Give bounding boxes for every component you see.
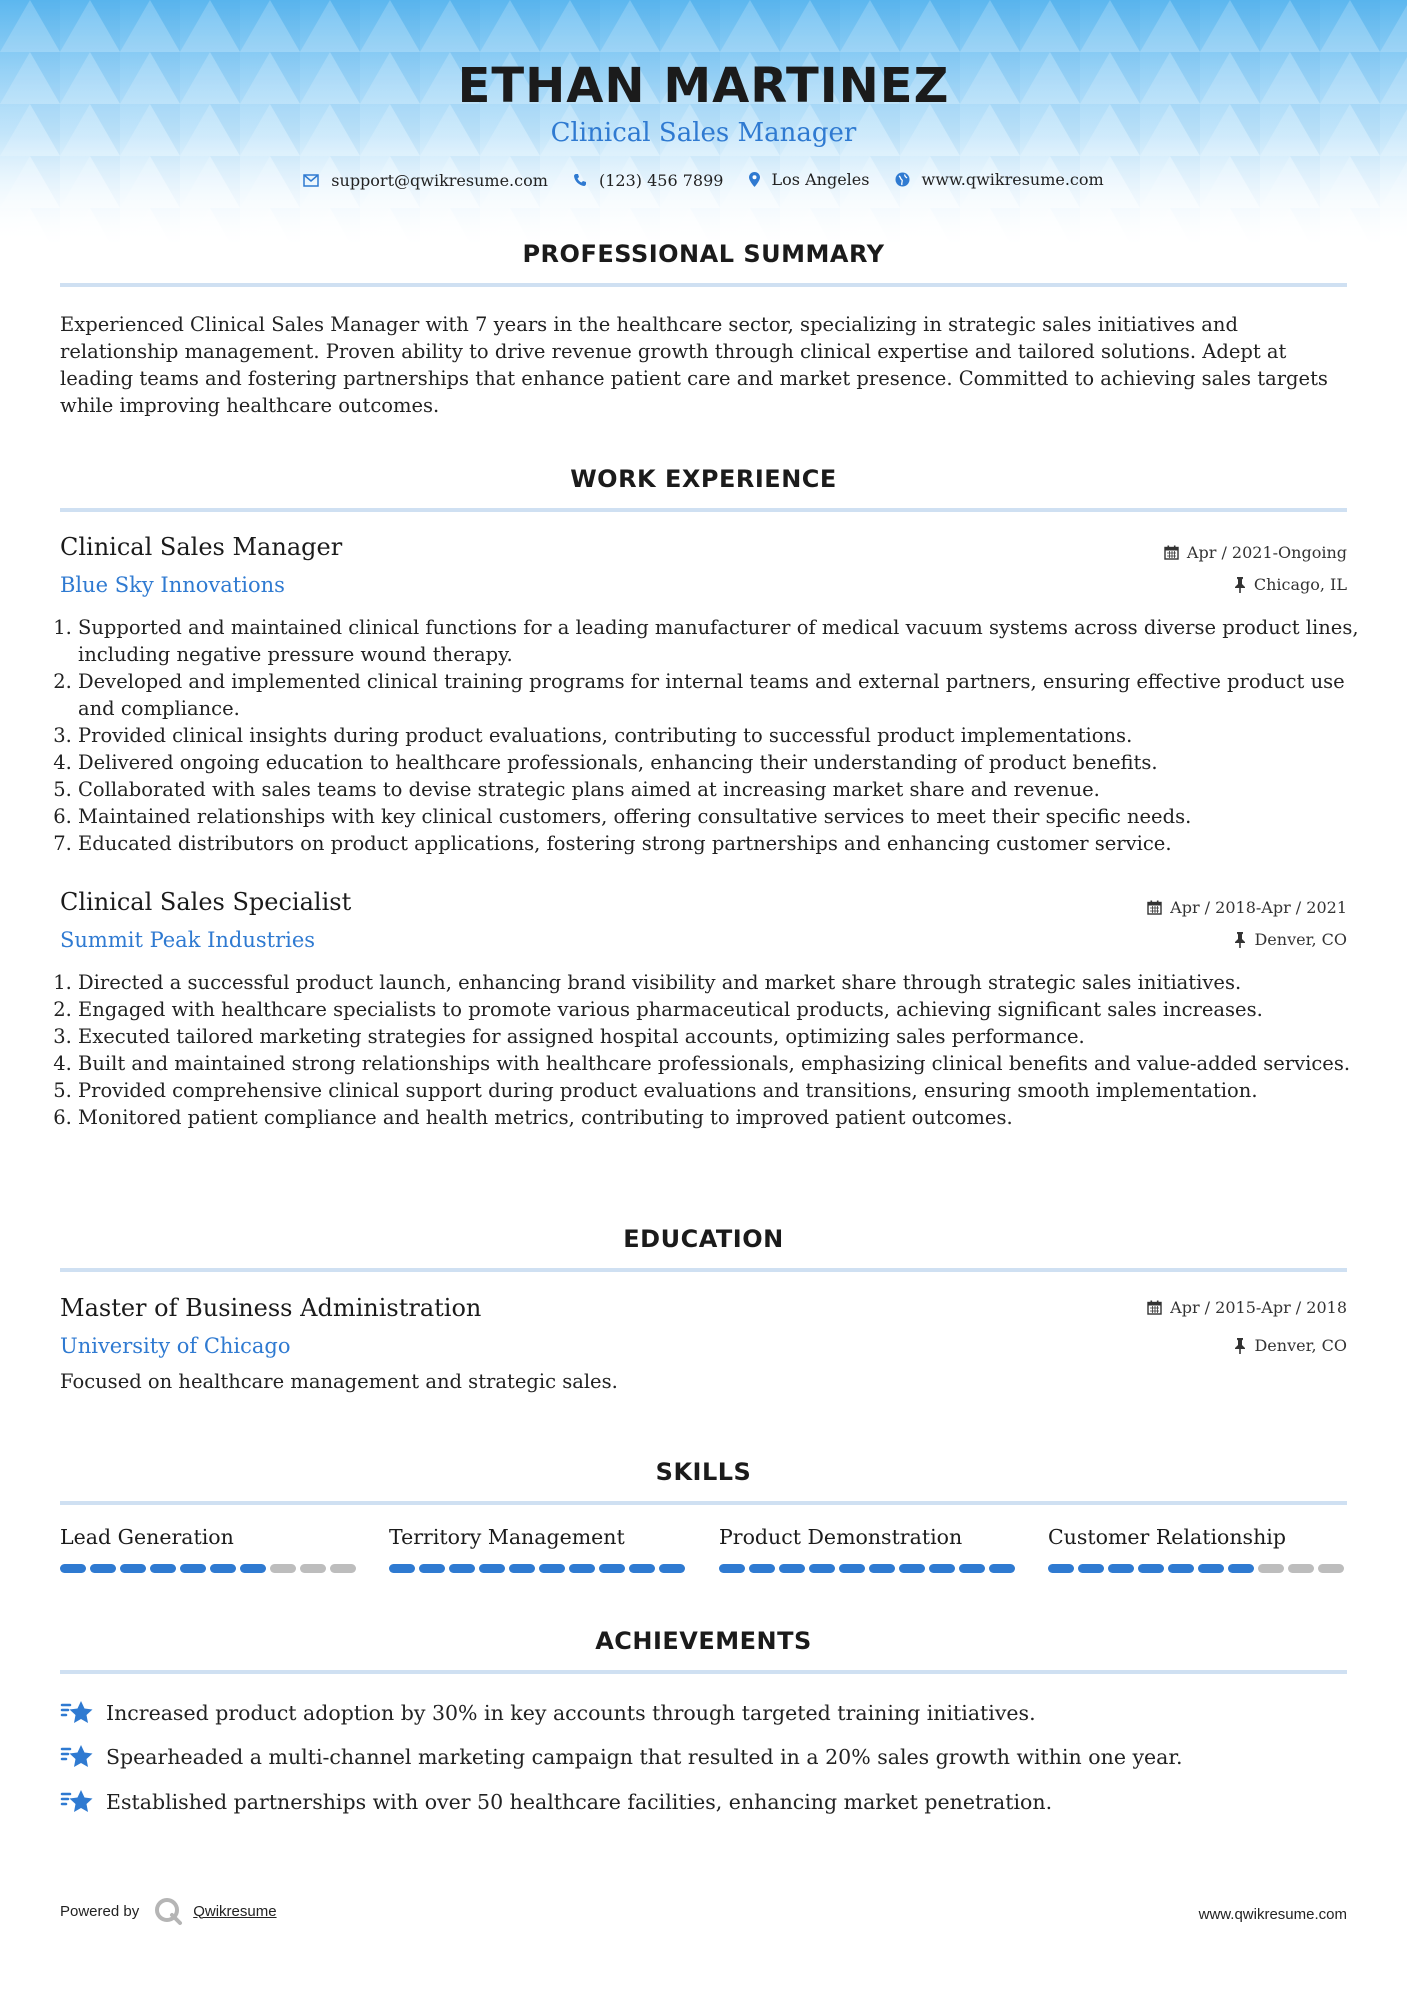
education-school: University of Chicago [60, 1334, 291, 1358]
list-item: 1. Supported and maintained clinical functions for a leading manufacturer of medical vacuum systems across diverse product lines, including negative pressure wound therapy. [78, 614, 1368, 668]
email-text: support@qwikresume.com [331, 171, 548, 190]
skill-name: Product Demonstration [719, 1525, 963, 1549]
skill-segment-filled [60, 1564, 86, 1573]
skill-level-bar [1048, 1564, 1348, 1573]
summary-divider [60, 283, 1347, 287]
skills-divider [60, 1501, 1347, 1505]
skill-segment-filled [569, 1564, 595, 1573]
skill-segment-filled [959, 1564, 985, 1573]
skill-segment-empty [1318, 1564, 1344, 1573]
job-location-text: Denver, CO [1254, 930, 1347, 949]
list-item: 7. Educated distributors on product applications, fostering strong partnerships and enhancing customer service. [78, 830, 1368, 857]
skill-segment-filled [419, 1564, 445, 1573]
education-location [1234, 1336, 1347, 1355]
list-item: 6. Monitored patient compliance and health metrics, contributing to improved patient outcomes. [78, 1104, 1368, 1131]
list-item: 3. Executed tailored marketing strategies for assigned hospital accounts, optimizing sales performance. [78, 1023, 1368, 1050]
skill-item [389, 1525, 689, 1573]
skill-level-bar [719, 1564, 1019, 1573]
pushpin-icon [1234, 1338, 1246, 1354]
skill-segment-filled [1198, 1564, 1224, 1573]
skill-segment-filled [1078, 1564, 1104, 1573]
education-heading: EDUCATION [623, 1225, 784, 1253]
skill-segment-empty [1258, 1564, 1284, 1573]
qwikresume-logo-icon [153, 1896, 183, 1926]
education-degree: Master of Business Administration [60, 1294, 482, 1322]
star-icon [60, 1699, 94, 1727]
skill-segment-filled [989, 1564, 1015, 1573]
experience-divider [60, 508, 1347, 512]
skill-segment-filled [90, 1564, 116, 1573]
job-dates-text: Apr / 2018-Apr / 2021 [1170, 898, 1347, 917]
skill-item [719, 1525, 1019, 1573]
skill-segment-filled [599, 1564, 625, 1573]
achievement-item [60, 1699, 1036, 1727]
education-dates-text: Apr / 2015-Apr / 2018 [1170, 1298, 1347, 1317]
skill-segment-filled [120, 1564, 146, 1573]
star-icon [60, 1788, 94, 1816]
list-item: 4. Delivered ongoing education to healthcare professionals, enhancing their understanding of product benefits. [78, 749, 1368, 776]
skill-segment-filled [1168, 1564, 1194, 1573]
qwikresume-link[interactable]: Qwikresume [193, 1902, 277, 1920]
skill-segment-filled [240, 1564, 266, 1573]
skill-segment-filled [1048, 1564, 1074, 1573]
summary-heading: PROFESSIONAL SUMMARY [522, 240, 885, 268]
skill-segment-filled [1228, 1564, 1254, 1573]
list-item: 5. Collaborated with sales teams to devise strategic plans aimed at increasing market share and revenue. [78, 776, 1368, 803]
skill-segment-filled [539, 1564, 565, 1573]
skill-segment-filled [1138, 1564, 1164, 1573]
list-item: 6. Maintained relationships with key clinical customers, offering consultative services to meet their specific needs. [78, 803, 1368, 830]
skill-name: Customer Relationship [1048, 1525, 1286, 1549]
job-dates-text: Apr / 2021-Ongoing [1186, 543, 1347, 562]
skill-segment-filled [509, 1564, 535, 1573]
achievement-item [60, 1743, 1182, 1771]
list-item: 1. Directed a successful product launch, enhancing brand visibility and market share through strategic sales initiatives. [78, 969, 1368, 996]
skill-segment-filled [929, 1564, 955, 1573]
achievements-divider [60, 1670, 1347, 1674]
list-item: 2. Developed and implemented clinical training programs for internal teams and external partners, ensuring effective product use and compliance. [78, 668, 1368, 722]
skill-segment-filled [809, 1564, 835, 1573]
education-dates [1147, 1298, 1347, 1317]
skill-segment-filled [659, 1564, 685, 1573]
achievement-text: Established partnerships with over 50 healthcare facilities, enhancing market penetration. [106, 1790, 1053, 1814]
job-dates [1164, 543, 1347, 562]
skill-segment-filled [839, 1564, 865, 1573]
achievement-item [60, 1788, 1052, 1816]
skills-heading: SKILLS [655, 1458, 752, 1486]
job-location-text: Chicago, IL [1253, 575, 1347, 594]
summary-text: Experienced Clinical Sales Manager with 7 years in the healthcare sector, specializing in strategic sales initiatives and relationship management. Proven ability to drive revenue growth through clinical expertise and tailored solutions. Adept at leading teams and fostering partnerships that enhance patient care and market presence. Committed to achieving sales targets while improving healthcare outcomes. [60, 313, 1328, 417]
list-item: 3. Provided clinical insights during product evaluations, contributing to successful product implementations. [78, 722, 1368, 749]
footer-powered-by [60, 1896, 277, 1926]
experience-heading: WORK EXPERIENCE [570, 465, 837, 493]
skill-level-bar [389, 1564, 689, 1573]
skill-segment-filled [150, 1564, 176, 1573]
skill-segment-filled [210, 1564, 236, 1573]
job-title: Clinical Sales Specialist [60, 888, 352, 916]
calendar-icon [1147, 900, 1162, 915]
skill-segment-empty [330, 1564, 356, 1573]
skill-segment-filled [719, 1564, 745, 1573]
job-bullets [60, 969, 1368, 1131]
location-text: Los Angeles [771, 170, 870, 189]
contact-phone[interactable] [573, 171, 723, 190]
phone-icon [573, 173, 587, 187]
education-description: Focused on healthcare management and strategic sales. [60, 1370, 618, 1393]
phone-text: (123) 456 7899 [598, 170, 724, 190]
contact-location [749, 170, 870, 189]
achievement-text: Spearheaded a multi-channel marketing campaign that resulted in a 20% sales growth within one year. [106, 1745, 1183, 1769]
contact-bar [0, 170, 1407, 191]
skill-segment-filled [779, 1564, 805, 1573]
list-item: 5. Provided comprehensive clinical support during product evaluations and transitions, ensuring smooth implementation. [78, 1077, 1368, 1104]
skill-name: Territory Management [389, 1525, 625, 1549]
skill-segment-empty [270, 1564, 296, 1573]
education-divider [60, 1268, 1347, 1272]
job-location [1234, 930, 1347, 949]
job-dates [1147, 898, 1347, 917]
pushpin-icon [1234, 932, 1246, 948]
skill-level-bar [60, 1564, 360, 1573]
website-text: www.qwikresume.com [921, 170, 1104, 189]
skill-segment-empty [300, 1564, 326, 1573]
contact-website[interactable] [895, 170, 1104, 189]
list-item: 2. Engaged with healthcare specialists to promote various pharmaceutical products, achieving significant sales increases. [78, 996, 1368, 1023]
job-company: Blue Sky Innovations [60, 573, 285, 597]
candidate-title: Clinical Sales Manager [550, 118, 857, 148]
skill-name: Lead Generation [60, 1525, 234, 1549]
skill-segment-filled [449, 1564, 475, 1573]
contact-email[interactable] [303, 171, 548, 190]
achievements-heading: ACHIEVEMENTS [595, 1627, 812, 1655]
education-location-text: Denver, CO [1254, 1336, 1347, 1355]
job-company: Summit Peak Industries [60, 928, 316, 952]
skill-segment-filled [1108, 1564, 1134, 1573]
candidate-name: ETHAN MARTINEZ [457, 58, 950, 114]
powered-by-label: Powered by [60, 1902, 140, 1920]
map-marker-icon [749, 172, 760, 187]
job-bullets [60, 614, 1368, 857]
list-item: 4. Built and maintained strong relationships with healthcare professionals, emphasizing clinical benefits and value-added services. [78, 1050, 1368, 1077]
footer-website[interactable]: www.qwikresume.com [1198, 1906, 1347, 1923]
skill-segment-filled [479, 1564, 505, 1573]
calendar-icon [1147, 1300, 1162, 1315]
skill-segment-filled [180, 1564, 206, 1573]
pushpin-icon [1234, 577, 1246, 593]
achievement-text: Increased product adoption by 30% in key accounts through targeted training initiatives. [106, 1701, 1036, 1725]
calendar-icon [1164, 545, 1179, 560]
star-icon [60, 1743, 94, 1771]
skill-segment-filled [389, 1564, 415, 1573]
skill-item [60, 1525, 360, 1573]
globe-icon [895, 172, 910, 187]
skill-segment-empty [1288, 1564, 1314, 1573]
skill-segment-filled [899, 1564, 925, 1573]
skill-segment-filled [869, 1564, 895, 1573]
skill-item [1048, 1525, 1348, 1573]
skill-segment-filled [749, 1564, 775, 1573]
job-location [1234, 575, 1347, 594]
job-title: Clinical Sales Manager [60, 533, 343, 561]
envelope-icon [303, 174, 319, 187]
skill-segment-filled [629, 1564, 655, 1573]
